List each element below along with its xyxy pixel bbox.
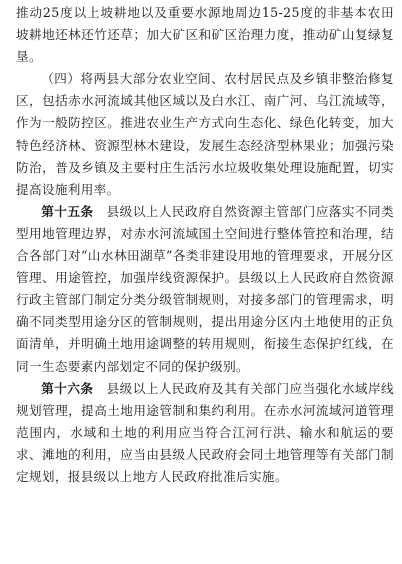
paragraph-text: （四）将两县大部分农业空间、农村居民点及乡镇非整治修复区，包括赤水河流域其他区域以及白水江、南广河、乌江流域等，作为一般防控区。推进农业生产方式向生态化、绿色化转变，加大特色经济林、资源型林木建设，发展生态经济型林果业；加强污染防治，普及乡镇及主要村庄生活污水垃圾收集处理设施配置，切实提高设施利用率。 (16, 71, 394, 197)
paragraph-general-control-zone (16, 68, 394, 201)
paragraph-text: 推动25度以上坡耕地以及重要水源地周边15-25度的非基本农田坡耕地还林还竹还草；加大矿区和矿区治理力度，推动矿山复绿复垦。 (16, 5, 394, 65)
article-number: 第十六条 (41, 380, 94, 396)
paragraph-article-15 (16, 201, 394, 378)
paragraph-article-16 (16, 378, 394, 488)
article-number: 第十五条 (41, 203, 94, 219)
paragraph-continuation (16, 2, 394, 68)
paragraph-text: 县级以上人民政府自然资源主管部门应落实不同类型用地管理边界，对赤水河流域国土空间进行整体管控和治理，结合各部门对“山水林田湖草”各类非建设用地的管理要求，开展分区管理、用途管控，加强岸线资源保护。县级以上人民政府自然资源行政主管部门制定分类分级管制规则，对接多部门的管理需求，明确不同类型用途分区的管制规则，提出用途分区内土地使用的正负面清单，并明确土地用途调整的转用规则，衔接生态保护红线，在同一生态要素内部划定不同的保护级别。 (16, 203, 395, 374)
paragraph-text: 县级以上人民政府及其有关部门应当强化水域岸线规划管理，提高土地用途管制和集约利用。在赤水河流域河道管理范围内，水域和土地的利用应当符合江河行洪、输水和航运的要求、滩地的利用，应当由县级人民政府会同土地管理等有关部门制定规划，报县级以上地方人民政府批准后实施。 (16, 380, 395, 484)
